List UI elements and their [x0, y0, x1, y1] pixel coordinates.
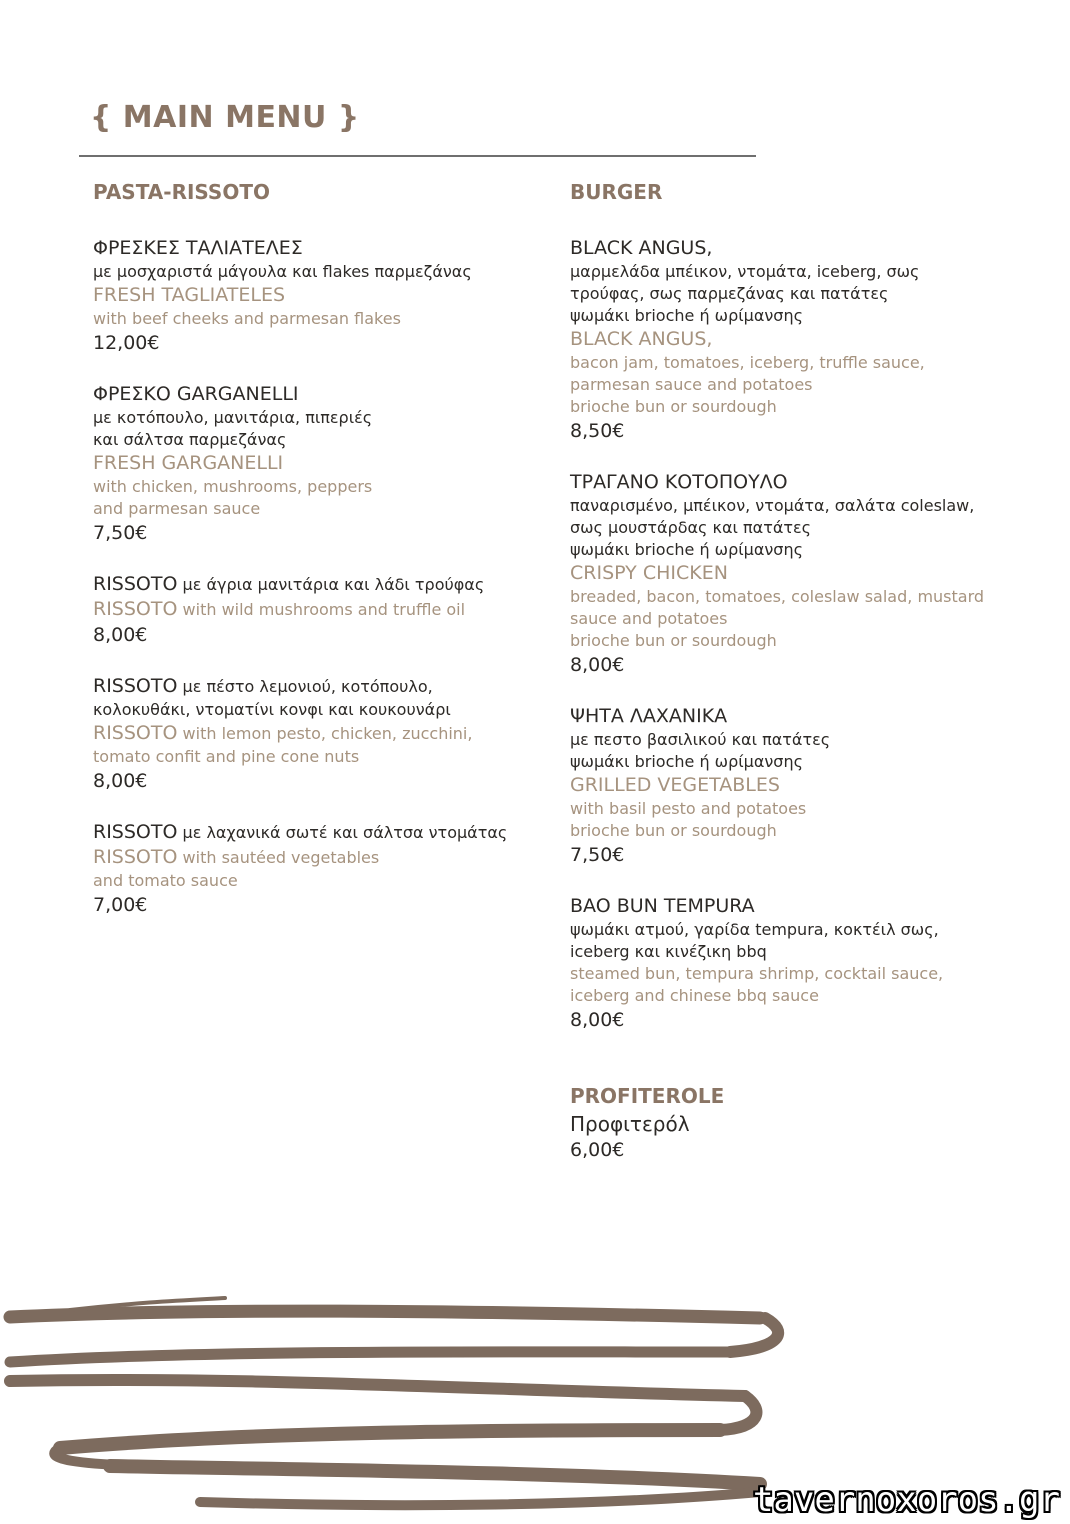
section-title-burger: BURGER: [570, 180, 663, 204]
menu-item-tagliatelle: [93, 236, 543, 356]
item-greek-name: RISSOTO: [93, 675, 178, 697]
item-english-line: [93, 597, 543, 622]
burger-section: [570, 180, 1030, 1059]
item-price: 7,00€: [93, 894, 148, 916]
item-greek-name: ΦΡΕΣΚΟ GARGANELLI: [93, 383, 299, 405]
watermark: tavernoxoros.gr: [752, 1480, 1060, 1520]
item-greek-line: [93, 820, 543, 845]
item-price: 12,00€: [93, 332, 160, 354]
menu-item-crispy-chicken: [570, 470, 1030, 678]
item-english-description: with chicken, mushrooms, peppers and parmesan sauce: [93, 477, 373, 518]
item-english-name: BLACK ANGUS,: [570, 328, 713, 350]
item-price: 7,50€: [93, 522, 148, 544]
brush-stroke: [60, 1430, 720, 1448]
item-greek-name: Προφιτερόλ: [570, 1112, 690, 1136]
item-greek-name: ΦΡΕΣΚΕΣ ΤΑΛΙΑΤΕΛΕΣ: [93, 237, 303, 259]
item-greek-description: με πεστο βασιλικού και πατάτες ψωμάκι brioche ή ωρίμανσης: [570, 730, 831, 771]
item-english-name: FRESH GARGANELLI: [93, 452, 284, 474]
item-greek-name: BAO BUN TEMPURA: [570, 895, 755, 917]
item-english-name: RISSOTO: [93, 846, 178, 868]
item-english-name: GRILLED VEGETABLES: [570, 774, 780, 796]
item-greek-description: με πέστο λεμονιού, κοτόπουλο, κολοκυθάκι, ντοματίνι κονφι και κουκουνάρι: [93, 677, 451, 719]
dessert-section: [570, 1084, 724, 1163]
item-greek-description: μαρμελάδα μπέικον, ντομάτα, iceberg, σως τρούφας, σως παρμεζάνας και πατάτες ψωμάκι brioche ή ωρίμανσης: [570, 262, 920, 325]
item-greek-name: ΨΗΤΑ ΛΑΧΑΝΙΚΑ: [570, 705, 728, 727]
menu-item-risotto-vegetables: [93, 820, 543, 918]
item-english-name: FRESH TAGLIATELES: [93, 284, 286, 306]
item-english-name: CRISPY CHICKEN: [570, 562, 728, 584]
item-english-description: steamed bun, tempura shrimp, cocktail sauce, iceberg and chinese bbq sauce: [570, 964, 944, 1005]
brush-stroke: [10, 1311, 760, 1318]
item-greek-name: RISSOTO: [93, 821, 178, 843]
menu-item-black-angus: [570, 236, 1030, 444]
section-title-profiterole: PROFITEROLE: [570, 1084, 725, 1108]
item-greek-description: με κοτόπουλο, μανιτάρια, πιπεριές και σάλτσα παρμεζάνας: [93, 408, 373, 449]
menu-item-risotto-mushroom: [93, 572, 543, 648]
item-english-line: [93, 845, 543, 892]
item-english-line: [93, 721, 543, 768]
item-greek-name: BLACK ANGUS,: [570, 237, 713, 259]
menu-item-risotto-lemon: [93, 674, 543, 794]
page-title: { MAIN MENU }: [90, 100, 360, 135]
brush-stroke: [200, 1492, 760, 1505]
item-greek-name: RISSOTO: [93, 573, 178, 595]
item-price: 8,00€: [570, 1009, 625, 1031]
item-price: 8,00€: [570, 654, 625, 676]
pasta-section: [93, 180, 543, 944]
item-greek-description: παναρισμένο, μπέικον, ντομάτα, σαλάτα coleslaw, σως μουστάρδας και πατάτες ψωμάκι brioche ή ωρίμανσης: [570, 496, 975, 559]
menu-item-bao-bun: [570, 894, 1030, 1033]
item-english-description: breaded, bacon, tomatoes, coleslaw salad, mustard sauce and potatoes brioche bun or sourdough: [570, 587, 985, 650]
item-english-description: with beef cheeks and parmesan flakes: [93, 309, 401, 328]
item-greek-description: με άγρια μανιτάρια και λάδι τρούφας: [177, 575, 485, 594]
item-price: 6,00€: [570, 1139, 625, 1161]
section-title-pasta: PASTA-RISSOTO: [93, 180, 270, 204]
menu-item-garganelli: [93, 382, 543, 546]
item-english-description: bacon jam, tomatoes, iceberg, truffle sauce, parmesan sauce and potatoes brioche bun or sourdough: [570, 353, 925, 416]
item-english-name: RISSOTO: [93, 722, 178, 744]
item-greek-line: [93, 572, 543, 597]
item-price: 7,50€: [570, 844, 625, 866]
item-greek-name: ΤΡΑΓΑΝΟ ΚΟΤΟΠΟΥΛΟ: [570, 471, 788, 493]
item-english-description: with basil pesto and potatoes brioche bun or sourdough: [570, 799, 807, 840]
title-divider: [79, 155, 756, 157]
item-english-name: RISSOTO: [93, 598, 178, 620]
item-english-description: with sautéed vegetables and tomato sauce: [93, 848, 380, 890]
brush-stroke: [10, 1352, 730, 1362]
item-greek-description: με λαχανικά σωτέ και σάλτσα ντομάτας: [177, 823, 508, 842]
menu-item-grilled-vegetables: [570, 704, 1030, 868]
brush-strokes-decoration: [0, 1280, 800, 1524]
item-price: 8,00€: [93, 624, 148, 646]
item-greek-description: ψωμάκι ατμού, γαρίδα tempura, κοκτέιλ σως, iceberg και κινέζικη bbq: [570, 920, 939, 961]
item-greek-description: με μοσχαριστά μάγουλα και flakes παρμεζάνας: [93, 262, 472, 281]
item-price: 8,00€: [93, 770, 148, 792]
item-greek-line: [93, 674, 543, 721]
brush-stroke: [10, 1380, 745, 1396]
item-english-description: with wild mushrooms and truffle oil: [177, 600, 466, 619]
item-english-description: with lemon pesto, chicken, zucchini, tomato confit and pine cone nuts: [93, 724, 473, 766]
brush-stroke: [110, 1466, 760, 1484]
item-price: 8,50€: [570, 420, 625, 442]
